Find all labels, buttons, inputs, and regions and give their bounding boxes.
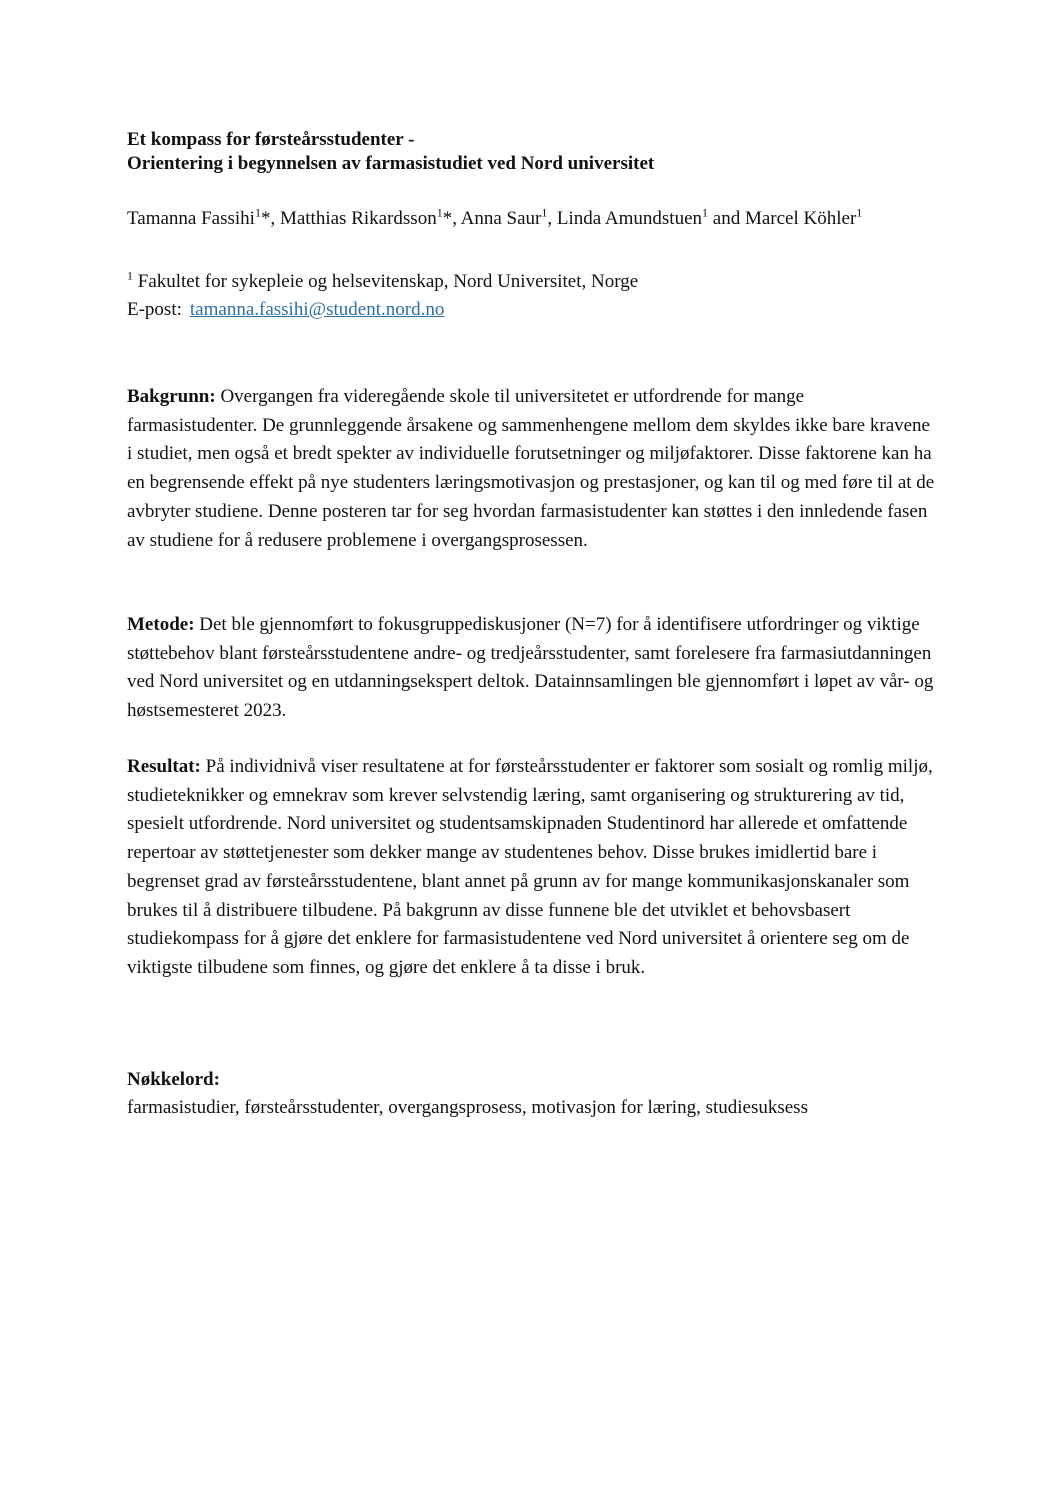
section-bakgrunn [127, 383, 937, 555]
affiliation-text: Fakultet for sykepleie og helsevitenskap, Nord Universitet, Norge [133, 271, 639, 292]
title-line-2: Orientering i begynnelsen av farmasistudiet ved Nord universitet [127, 153, 655, 174]
section-text: Det ble gjennomført to fokusgruppediskusjoner (N=7) for å identifisere utfordringer og viktige støttebehov blant førsteårsstudentene andre- og tredjeårsstudenter, samt forelesere fra farmasiutdanningen ved Nord universitet og en utdanningsekspert deltok. Datainnsamlingen ble gjennomført i løpet av vår- og høstsemesteret 2023. [127, 614, 934, 722]
author-separator: , [547, 208, 557, 229]
section-label: Bakgrunn: [127, 386, 216, 407]
author-name: and Marcel Köhler [708, 208, 857, 229]
author-affiliation-sup: 1 [702, 205, 709, 220]
author-name: Tamanna Fassihi [127, 208, 255, 229]
author-affiliation-sup: 1 [436, 205, 443, 220]
affiliation-block [127, 268, 927, 324]
title-line-1: Et kompass for førsteårsstudenter - [127, 129, 415, 150]
section-text: Overgangen fra videregående skole til universitetet er utfordrende for mange farmasistudenter. De grunnleggende årsakene og sammenhengene mellom dem skyldes ikke bare kravene i studiet, men også et bredt spekter av individuelle forutsetninger og miljøfaktorer. Disse faktorene kan ha en begrensende effekt på nye studenters læringsmotivasjon og prestasjoner, og kan til og med føre til at de avbryter studiene. Denne posteren tar for seg hvordan farmasistudenter kan støttes i den innledende fasen av studiene for å redusere problemene i overgangsprosessen. [127, 386, 935, 551]
email-line [127, 296, 927, 324]
section-resultat [127, 753, 937, 983]
keywords-text: farmasistudier, førsteårsstudenter, overgangsprosess, motivasjon for læring, studiesuksess [127, 1097, 808, 1118]
author-affiliation-sup: 1 [541, 205, 548, 220]
author-name: Anna Saur [460, 208, 542, 229]
affiliation-sup: 1 [127, 268, 133, 283]
section-label: Resultat: [127, 756, 201, 777]
email-label: E-post: [127, 299, 182, 320]
document-title [127, 128, 947, 176]
author-list [127, 205, 927, 232]
section-label: Metode: [127, 614, 195, 635]
section-text: På individnivå viser resultatene at for førsteårsstudenter er faktorer som sosialt og romlig miljø, studieteknikker og emnekrav som krever selvstendig læring, samt organisering og strukturering av tid, spesielt utfordrende. Nord universitet og studentsamskipnaden Studentinord har allerede et omfattende repertoar av støttetjenester som dekker mange av studentenes behov. Disse brukes imidlertid bare i begrenset grad av førsteårsstudentene, blant annet på grunn av for mange kommunikasjonskanaler som brukes til å distribuere tilbudene. På bakgrunn av disse funnene ble det utviklet et behovsbasert studiekompass for å gjøre det enklere for farmasistudentene ved Nord universitet å orientere seg om de viktigste tilbudene som finnes, og gjøre det enklere å ta disse i bruk. [127, 756, 933, 978]
section-metode [127, 611, 937, 726]
author-mark: *, [442, 208, 461, 229]
author-name: Matthias Rikardsson [279, 208, 437, 229]
author-mark: *, [260, 208, 280, 229]
author-name: Linda Amundstuen [556, 208, 703, 229]
affiliation-line [127, 268, 927, 296]
author-affiliation-sup: 1 [254, 205, 261, 220]
author-affiliation-sup: 1 [856, 205, 863, 220]
keywords-heading: Nøkkelord: [127, 1069, 220, 1090]
email-link[interactable]: tamanna.fassihi@student.nord.no [189, 299, 445, 320]
